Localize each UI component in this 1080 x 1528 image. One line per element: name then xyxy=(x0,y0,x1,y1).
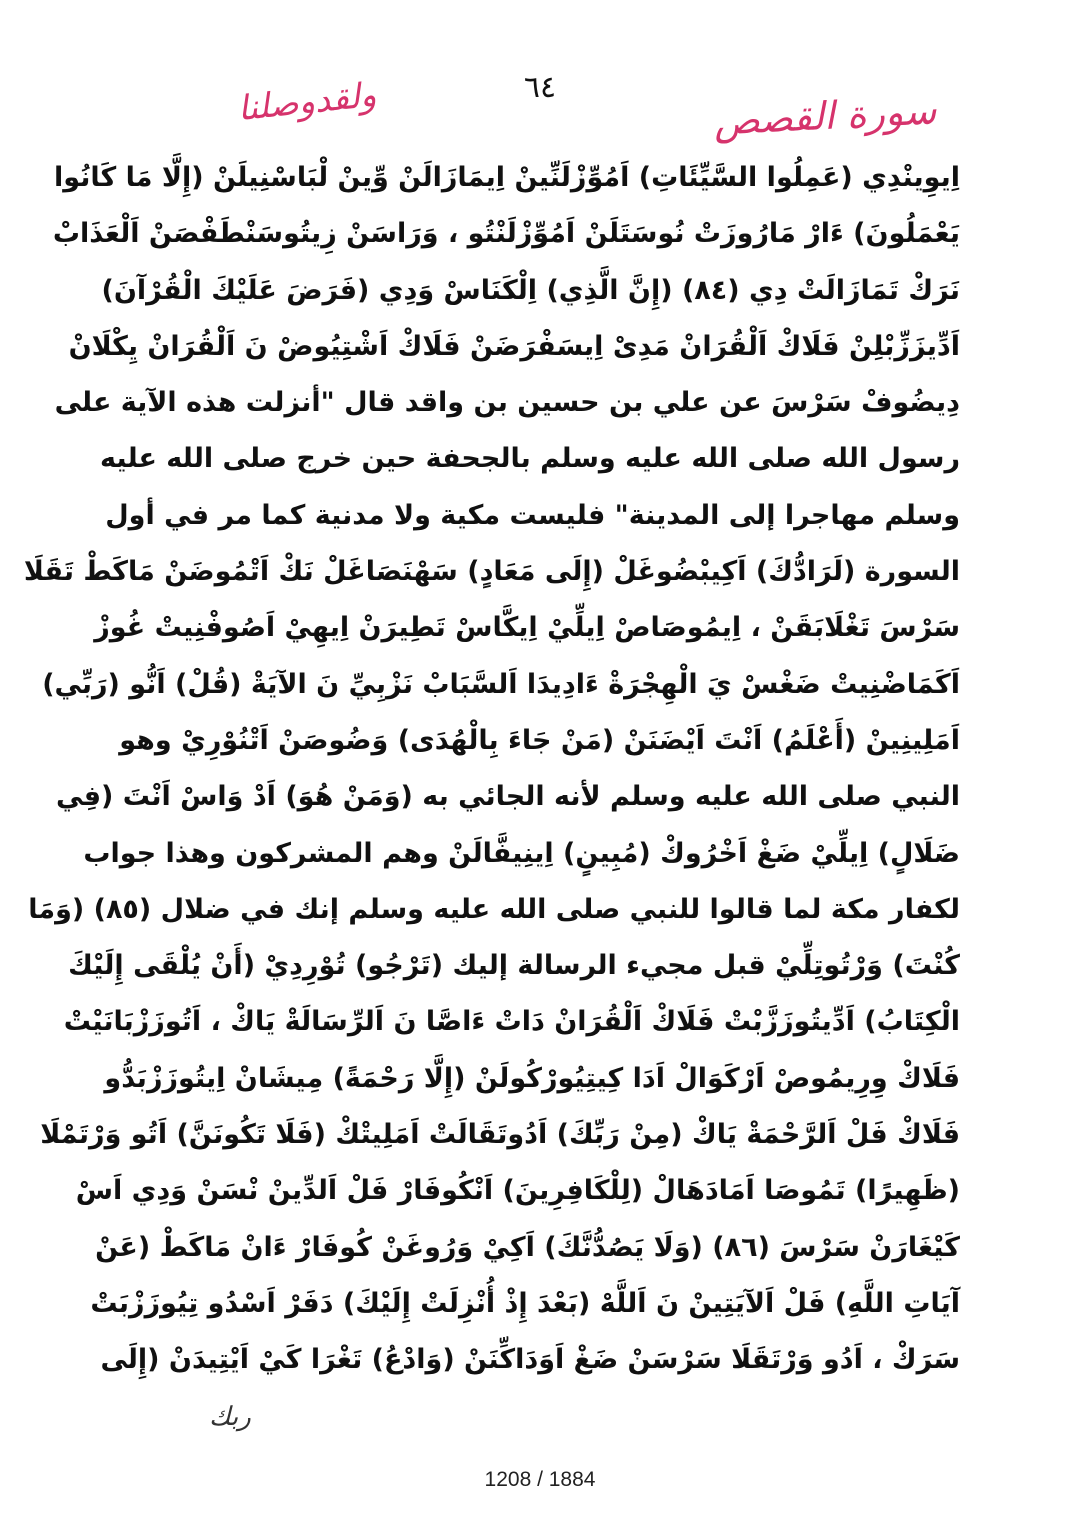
text-line: وسلم مهاجرا إلى المدينة" فليست مكية ولا مدنية كما مر في أول xyxy=(105,499,960,531)
page-number: ٦٤ xyxy=(523,70,557,105)
text-line: اِيوِينْدِي (عَمِلُوا السَّيِّئَاتِ) اَمُوِّزْلَنِّينْ اِيمَازَالَنْ وِّينْ لْبَاسْنِيلَنْ (إِلَّا مَا كَانُوا xyxy=(54,162,960,193)
text-line: النبي صلى الله عليه وسلم لأنه الجائي به (وَمَنْ هُوَ) اَدْ وَاسْ اَنْتَ (فِي xyxy=(56,781,960,813)
handwritten-surah-title: سورة القصص xyxy=(712,88,938,144)
text-line: ضَلَالٍ) اِيلِّيْ ضَغْ اَخْرُوكْ (مُبِينٍ) اِينِيفَّالَنْ وهم المشركون وهذا جواب xyxy=(83,837,960,869)
text-line: السورة (لَرَادُّكَ) اَكِيبْضُوغَلْ (إِلَى مَعَادٍ) سَهْنَصَاغَلْ نَكْ اَتْمُوضَنْ مَاكَطْ تَقَلَا xyxy=(23,556,960,588)
text-line: رسول الله صلى الله عليه وسلم بالجحفة حين خرج صلى الله عليه xyxy=(100,443,960,475)
text-line: اَدِّيزَزِّبْلِنْ فَلَاكْ اَلْقُرَانْ مَدِىْ اِيسَفْرَضَنْ فَلَاكْ اَشْتِيُوضْ نَ اَلْقُرَانْ يِكْلَانْ xyxy=(68,330,960,362)
text-line: سَرْسَ تَغْلَابَقَنْ ، اِيمُوصَاصْ اِيلِّيْ اِيكَّاسْ تَطِيرَنْ اِيهِيْ اَصُوفْنِيتْ غُوزْ xyxy=(94,612,960,644)
text-line: الْكِتَابُ) اَدِّيتُوزَزَّبْتْ فَلَاكْ اَلْقُرَانْ دَاتْ ءَاصَّا نَ اَلرِّسَالَةْ يَاكْ ، اَتُوزَزْبَانَيْتْ xyxy=(63,1006,960,1038)
text-line: سَرَكْ ، اَدُو وَرْتَقَلَا سَرْسَنْ ضَغْ اَوَدَاكِّنَنْ (وَادْعُ) تَغْرَا كَيْ اَيْتِيدَنْ (إِلَى xyxy=(100,1344,960,1376)
text-line: يَعْمَلُونَ) ءَارْ مَارُوزَتْ نُوسَتَلَنْ اَمُوِّزْلَنْتُو ، وَرَاسَنْ زِيتُوسَنْطَفْصَنْ اَلْعَذَابْ xyxy=(52,218,960,250)
page-counter: 1208 / 1884 xyxy=(484,1468,596,1491)
text-line: فَلَاكْ فَلْ اَلرَّحْمَةْ يَاكْ (مِنْ رَبِّكَ) اَدُوتَقَالَتْ اَمَلِيتْكْ (فَلَا تَكُونَنَّ) اَتُو وَرْتَمْلَا xyxy=(40,1119,960,1151)
handwritten-signature: ربك xyxy=(209,1402,251,1432)
text-line: (ظَهِيرًا) تَمُوصَا اَمَادَهَالْ (لِلْكَافِرِينَ) اَنْكُوفَارْ فَلْ اَلدِّينْ نْسَنْ وَدِي اَسْ xyxy=(75,1175,960,1207)
text-line: اَمَلِينِينْ (أَعْلَمُ) اَنْتَ اَيْضَنَنْ (مَنْ جَاءَ بِالْهُدَى) وَضُوصَنْ اَتْنُوْرِيْ وهو xyxy=(119,724,960,756)
text-line: نَرَكْ تَمَازَالَتْ دِي (٨٤) (إِنَّ الَّذِي) اِلْكَنَاسْ وَدِي (فَرَضَ عَلَيْكَ الْقُرْآنَ) xyxy=(101,274,960,306)
text-line: لكفار مكة لما قالوا للنبي صلى الله عليه وسلم إنك في ضلال (٨٥) (وَمَا xyxy=(28,893,960,925)
text-line: فَلَاكْ وِرِيمُوصْ اَرْكَوَالْ اَدَا كِيتِيُورْكُولَنْ (إِلَّا رَحْمَةً) مِيشَانْ اِيتُوزَزْبَدُّو xyxy=(104,1062,960,1094)
text-line: كُنْتَ) وَرْتُوتِلِّيْ قبل مجيء الرسالة إليك (تَرْجُو) تُوْرِدِيْ (أَنْ يُلْقَى إِلَيْكَ xyxy=(68,950,960,982)
text-line: كَيْغَارَنْ سَرْسَ (٨٦) (وَلَا يَصُدُّنَّكَ) اَكِيْ وَرُوغَنْ كُوفَارْ ءَانْ مَاكَطْ (عَنْ xyxy=(95,1231,960,1263)
handwritten-note-left: ولقدوصلنا xyxy=(235,74,379,130)
body-text xyxy=(23,150,960,1389)
text-line: دِيضُوفْ سَرْسَ عن علي بن حسين بن واقد قال "أنزلت هذه الآية على xyxy=(54,387,960,419)
text-line: آيَاتِ اللَّهِ) فَلْ اَلآيَتِينْ نَ اَللَّهْ (بَعْدَ إِذْ أُنْزِلَتْ إِلَيْكَ) دَفَرْ اَسْدُو تِيُوزَزْبَتْ xyxy=(90,1287,960,1319)
text-line: اَكَمَاضْنِيتْ ضَغْسْ يَ الْهِجْرَةْ ءَادِيدَا اَلسَّبَابْ نَزْبِيِّ نَ الآيَةْ (قُلْ) اَنُّو (رَبِّي) xyxy=(42,668,960,700)
